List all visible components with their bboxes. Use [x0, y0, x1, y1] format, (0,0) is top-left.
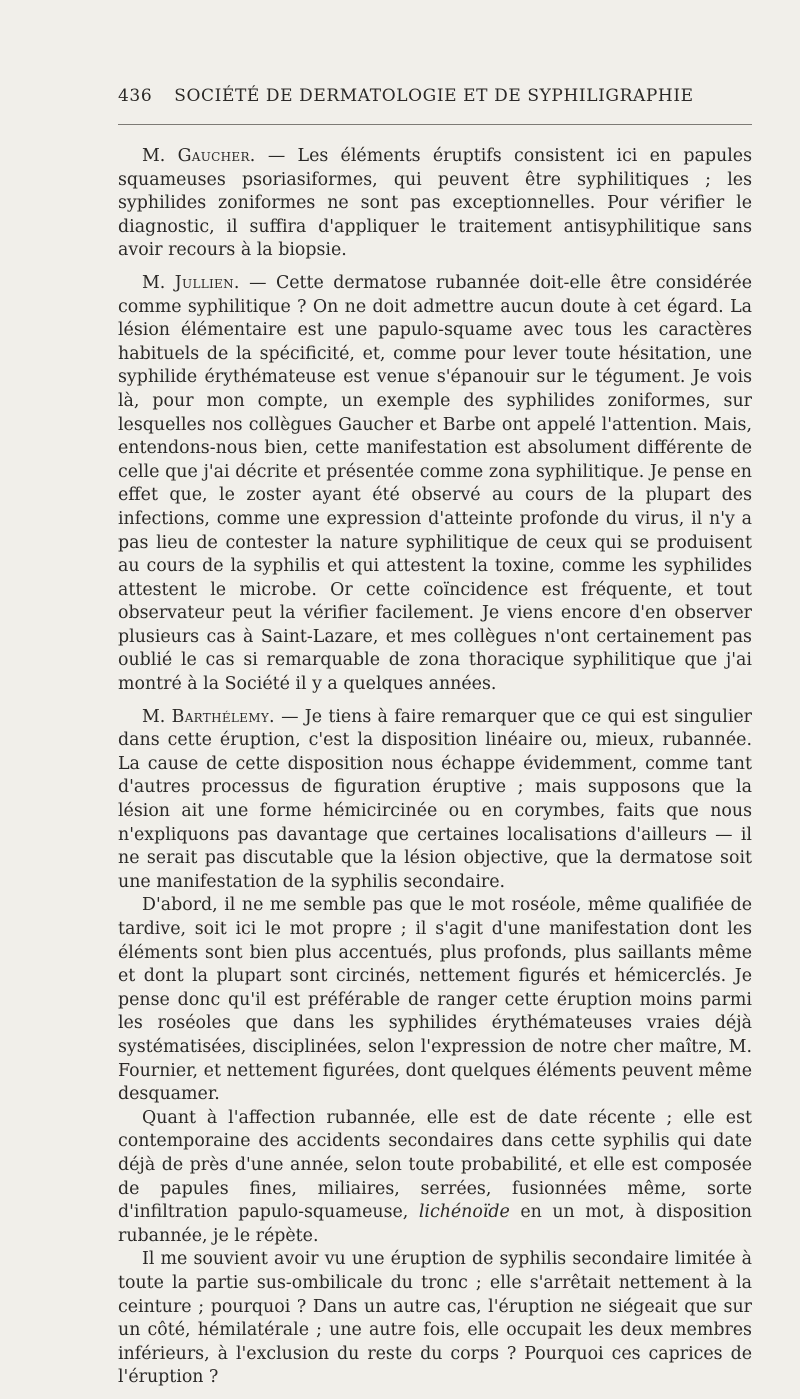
running-title: SOCIÉTÉ DE DERMATOLOGIE ET DE SYPHILIGRAPHIE: [174, 86, 694, 106]
running-header: [118, 86, 698, 106]
paper-stain: [700, 1345, 758, 1369]
paragraph-text: — Je tiens à faire remarquer que ce qui est singulier dans cette éruption, c'est la disposition linéaire ou, mieux, rubannée. La cause de cette disposition nous échappe évidemment, comme tant d'autres processus de figuration éruptive ; mais supposons que la lésion ait une forme hémicircinée ou en corymbes, faits que nous n'expliquons pas davantage que certaines localisations d'ailleurs — il ne serait pas discutable que la lésion objective, que la dermatose soit une manifestation de la syphilis secondaire.: [118, 706, 752, 892]
speaker-prefix: M.: [142, 146, 178, 166]
paragraph-text: en un mot, à disposition rubannée, je le répète.: [118, 1202, 752, 1246]
speaker-name: Barthélemy.: [171, 706, 275, 727]
paragraph-text: — Cette dermatose rubannée doit-elle être considérée comme syphilitique ? On ne doit admettre aucun doute à cet égard. La lésion élémentaire est une papulo-squame avec tous les caractères habituels de la spécificité, et, comme pour lever toute hésitation, une syphilide érythémateuse est venue s'épanouir sur le tégument. Je vois là, pour mon compte, un exemple des syphilides zoniformes, sur lesquelles nos collègues Gaucher et Barbe ont appelé l'attention. Mais, entendons-nous bien, cette manifestation est absolument différente de celle que j'ai décrite et présentée comme zona syphilitique. Je pense en effet que, le zoster ayant été observé au cours de la plupart des infections, comme une expression d'atteinte profonde du virus, il n'y a pas lieu de contester la nature syphilitique de ceux qui se produisent au cours de la syphilis et qui attestent la toxine, comme les syphilides attestent le microbe. Or cette coïncidence est fréquente, et tout observateur peut la vérifier facilement. Je viens encore d'en observer plusieurs cas à Saint-Lazare, et mes collègues n'ont certainement pas oublié le cas si remarquable de zona thoracique syphilitique que j'ai montré à la Société il y a quelques années.: [118, 272, 753, 695]
paragraph-text: — Les éléments éruptifs consistent ici en papules squameuses psoriasiformes, qui peuvent être syphilitiques ; les syphilides zoniformes ne sont pas exceptionnelles. Pour vérifier le diagnostic, il suffira d'appliquer le traitement antisyphilitique sans avoir recours à la biopsie.: [118, 146, 752, 261]
paragraph-text: Quant à l'affection rubannée, elle est de date récente ; elle est contemporaine des accidents secondaires dans cette syphilis qui date déjà de près d'une année, selon toute probabilité, et elle est composée de papules fines, miliaires, serrées, fusionnées même, sorte d'infiltration papulo-squameuse,: [118, 1107, 752, 1223]
paragraph-dabord: D'abord, il ne me semble pas que le mot roséole, même qualifiée de tardive, soit ici le mot propre ; il s'agit d'une manifestation dont les éléments sont bien plus accentués, plus profonds, plus saillants même et dont la plupart sont circinés, nettement figurés et hémicerclés. Je pense donc qu'il est préférable de ranger cette éruption moins parmi les roséoles que dans les syphilides érythémateuses vraies déjà systématisées, disciplinées, selon l'expression de notre cher maître, M. Fournier, et nettement figurées, dont quelques éléments peuvent même desquamer.: [118, 895, 752, 1105]
speaker-prefix: M.: [142, 706, 172, 727]
page-number: 436: [118, 86, 153, 106]
document-body: [118, 145, 752, 1399]
italic-term: lichénoïde: [418, 1202, 510, 1223]
paragraph-barthelemy: [118, 706, 752, 895]
paragraph-jullien: [118, 272, 752, 697]
speaker-name: Jullien.: [174, 272, 240, 293]
paragraph-gaucher: [118, 145, 752, 263]
speaker-name: Gaucher.: [177, 146, 256, 166]
paragraph-souvenir: Il me souvient avoir vu une éruption de syphilis secondaire limitée à toute la partie sus-ombilicale du tronc ; elle s'arrêtait nettement à la ceinture ; pourquoi ? Dans un autre cas, l'éruption ne siégeait que sur un côté, hémilatérale ; une autre fois, elle occupait les deux membres inférieurs, à l'exclusion du reste du corps ? Pourquoi ces caprices de l'éruption ?: [118, 1249, 752, 1388]
paragraph-affection-rubannee: [118, 1107, 752, 1249]
speaker-prefix: M.: [142, 272, 175, 293]
header-rule: [118, 124, 752, 125]
